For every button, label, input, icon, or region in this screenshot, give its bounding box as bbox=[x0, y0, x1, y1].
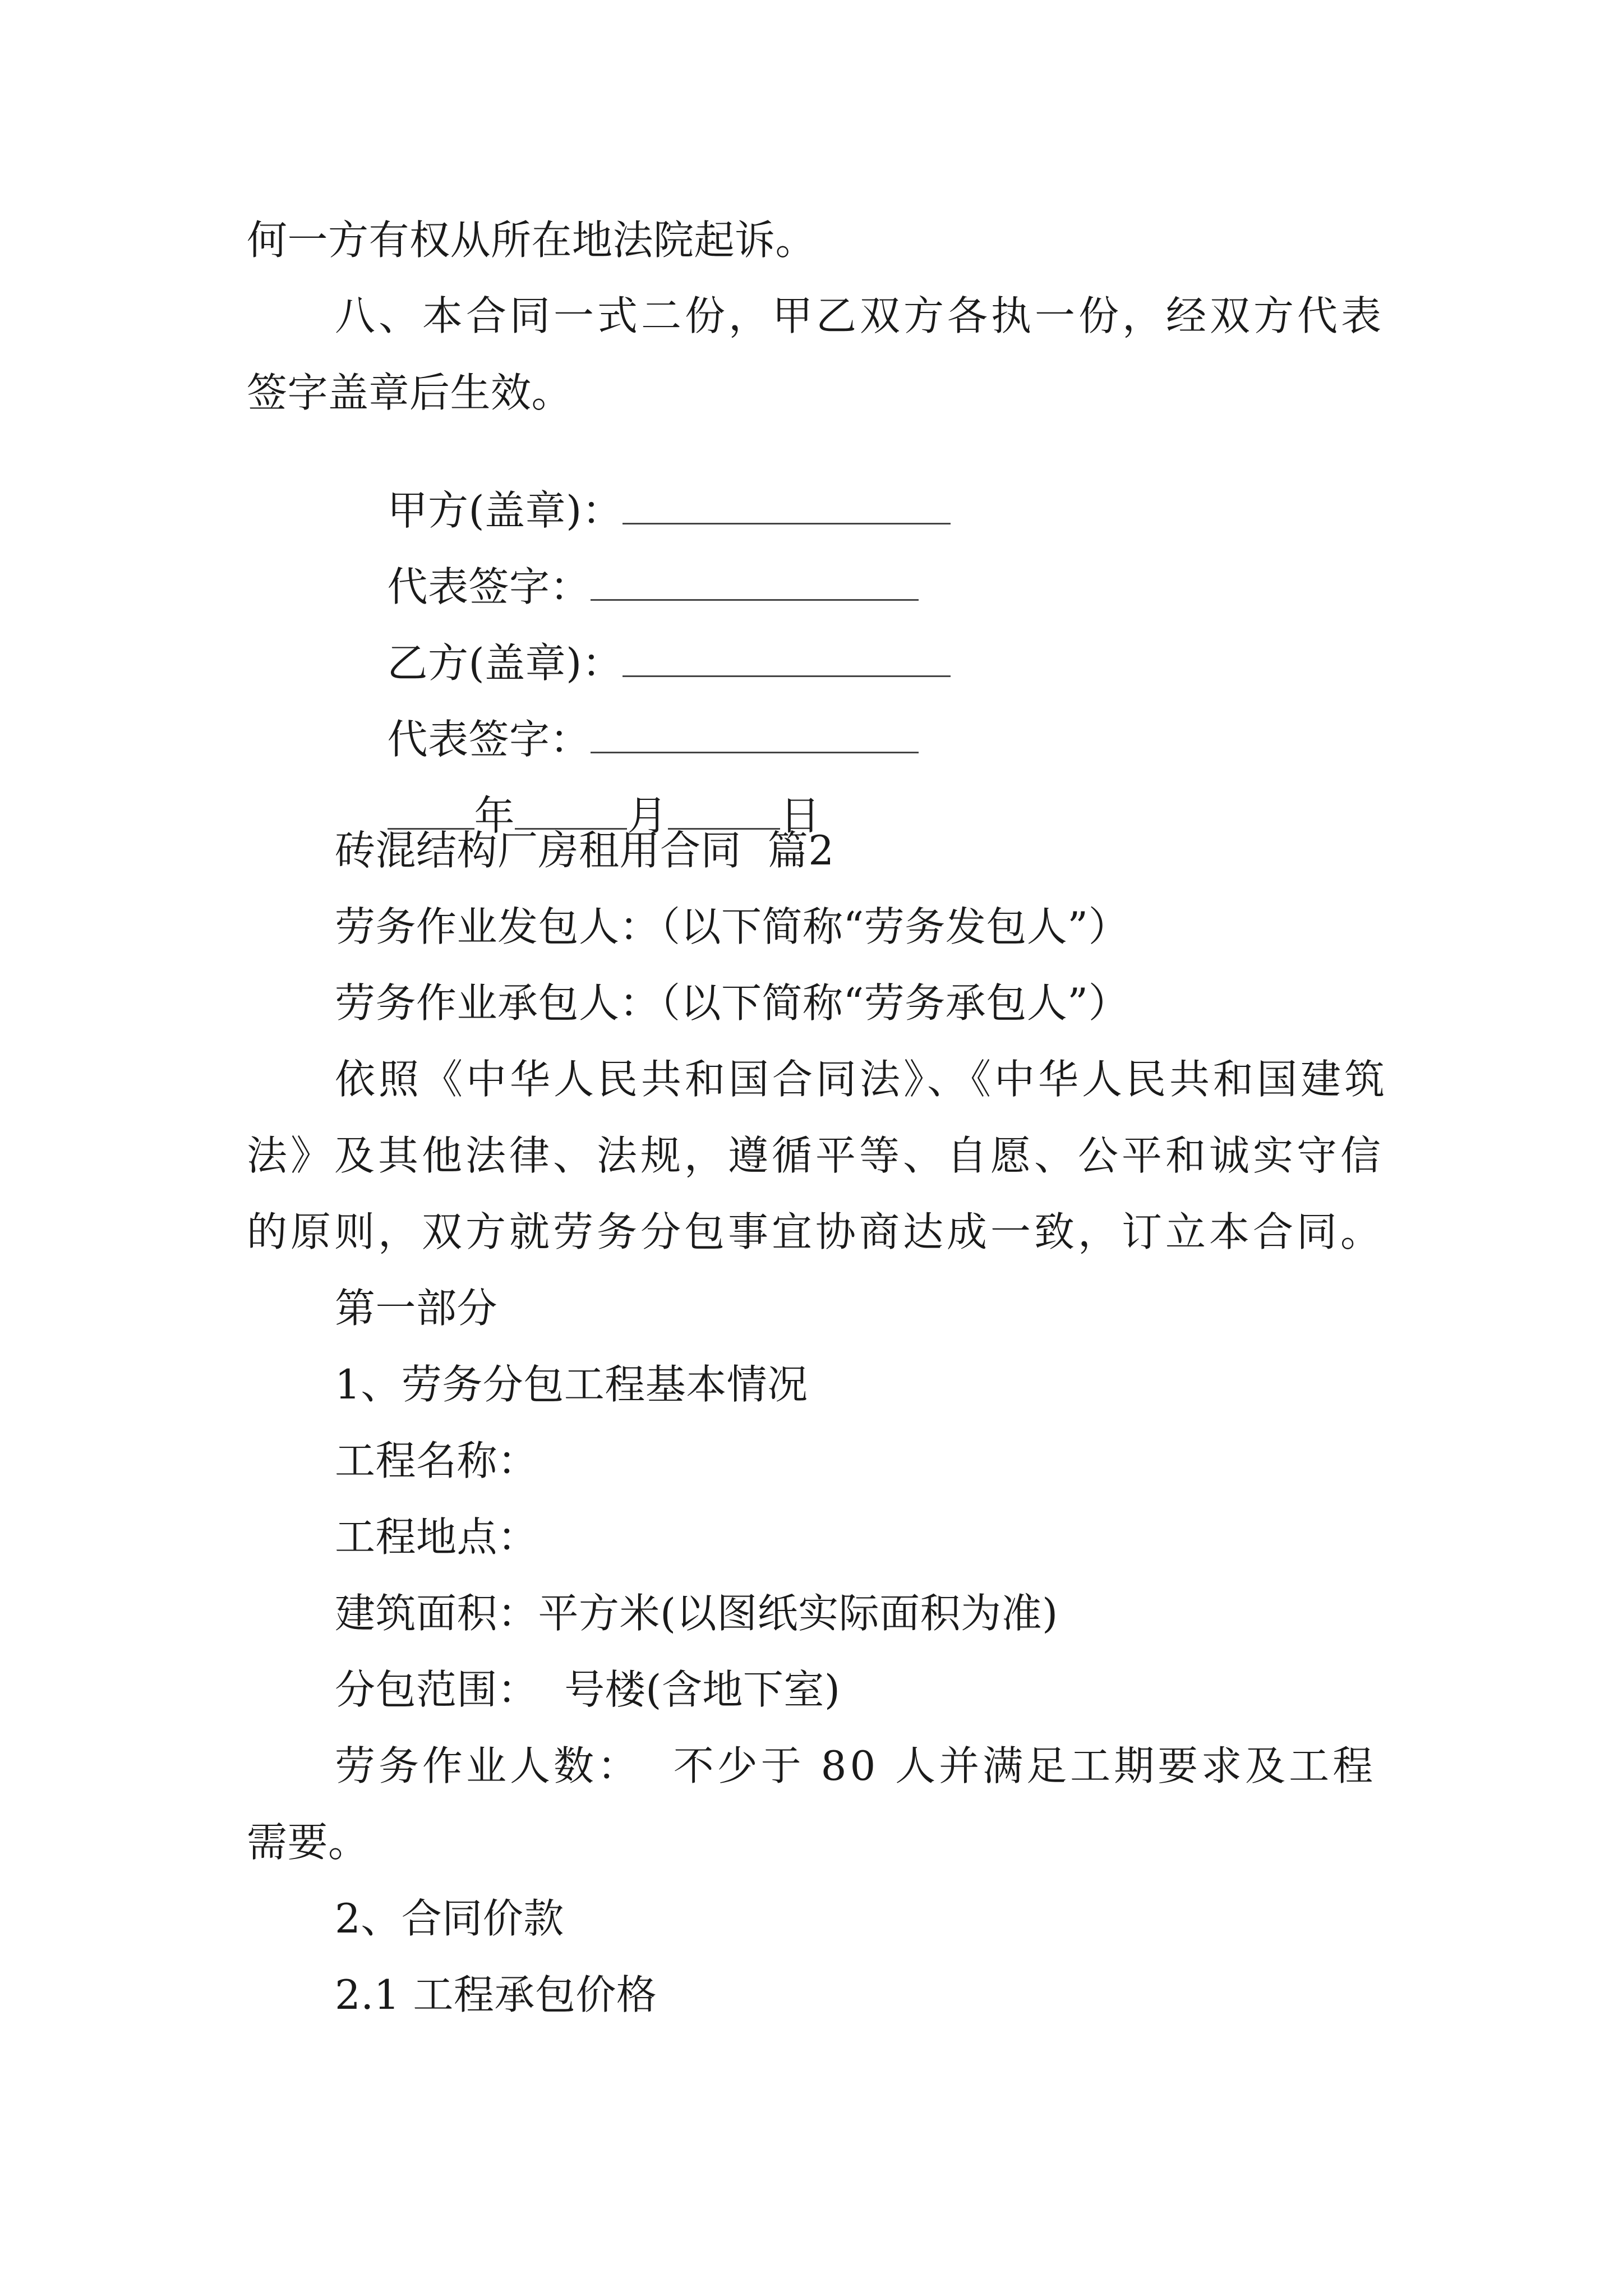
day-blank bbox=[668, 794, 780, 830]
text-line: 签字盖章后生效。 bbox=[247, 369, 573, 416]
day-label: 日 bbox=[780, 792, 821, 839]
part-heading: 第一部分 bbox=[335, 1285, 498, 1332]
signature-blank bbox=[591, 718, 919, 753]
text-line: 劳务作业人数： 不少于 80 人并满足工期要求及工程 bbox=[335, 1742, 1377, 1789]
text-line: 工程名称： bbox=[335, 1437, 538, 1484]
signature-blank bbox=[623, 642, 951, 677]
text-line: 劳务作业发包人：（以下简称“劳务发包人”） bbox=[335, 903, 1129, 950]
section-title: 砖混结构厂房租用合同 篇2 bbox=[335, 827, 834, 874]
clause-8-line: 八、本合同一式二份，甲乙双方各执一份，经双方代表 bbox=[335, 292, 1385, 339]
year-label: 年 bbox=[474, 792, 515, 839]
text-line: 需要。 bbox=[247, 1819, 369, 1866]
year-blank bbox=[388, 794, 474, 830]
text-line: 的原则，双方就劳务分包事宜协商达成一致，订立本合同。 bbox=[247, 1208, 1385, 1255]
text-line: 依照《中华人民共和国合同法》、《中华人民共和国建筑 bbox=[335, 1056, 1389, 1103]
signature-blank bbox=[623, 489, 951, 524]
subclause-heading: 2.1 工程承包价格 bbox=[335, 1971, 657, 2018]
text-line: 劳务作业承包人：（以下简称“劳务承包人”） bbox=[335, 979, 1129, 1027]
party-b-seal-label: 乙方(盖章)： bbox=[387, 639, 623, 687]
signature-blank bbox=[591, 565, 919, 601]
text-line: 法》及其他法律、法规，遵循平等、自愿、公平和诚实守信 bbox=[247, 1132, 1385, 1179]
clause-heading: 1、劳务分包工程基本情况 bbox=[335, 1361, 808, 1408]
party-a-seal-label: 甲方(盖章)： bbox=[387, 487, 623, 534]
party-a-sign-label: 代表签字： bbox=[387, 563, 591, 610]
month-blank bbox=[515, 794, 627, 830]
text-line: 分包范围： 号楼(含地下室) bbox=[335, 1666, 841, 1713]
text-line: 建筑面积：平方米(以图纸实际面积为准) bbox=[335, 1590, 1058, 1637]
text-line: 何一方有权从所在地法院起诉。 bbox=[247, 217, 817, 264]
text-line: 工程地点： bbox=[335, 1513, 538, 1561]
clause-heading: 2、合同价款 bbox=[335, 1895, 564, 1942]
party-b-sign-label: 代表签字： bbox=[387, 716, 591, 763]
month-label: 月 bbox=[627, 792, 668, 839]
